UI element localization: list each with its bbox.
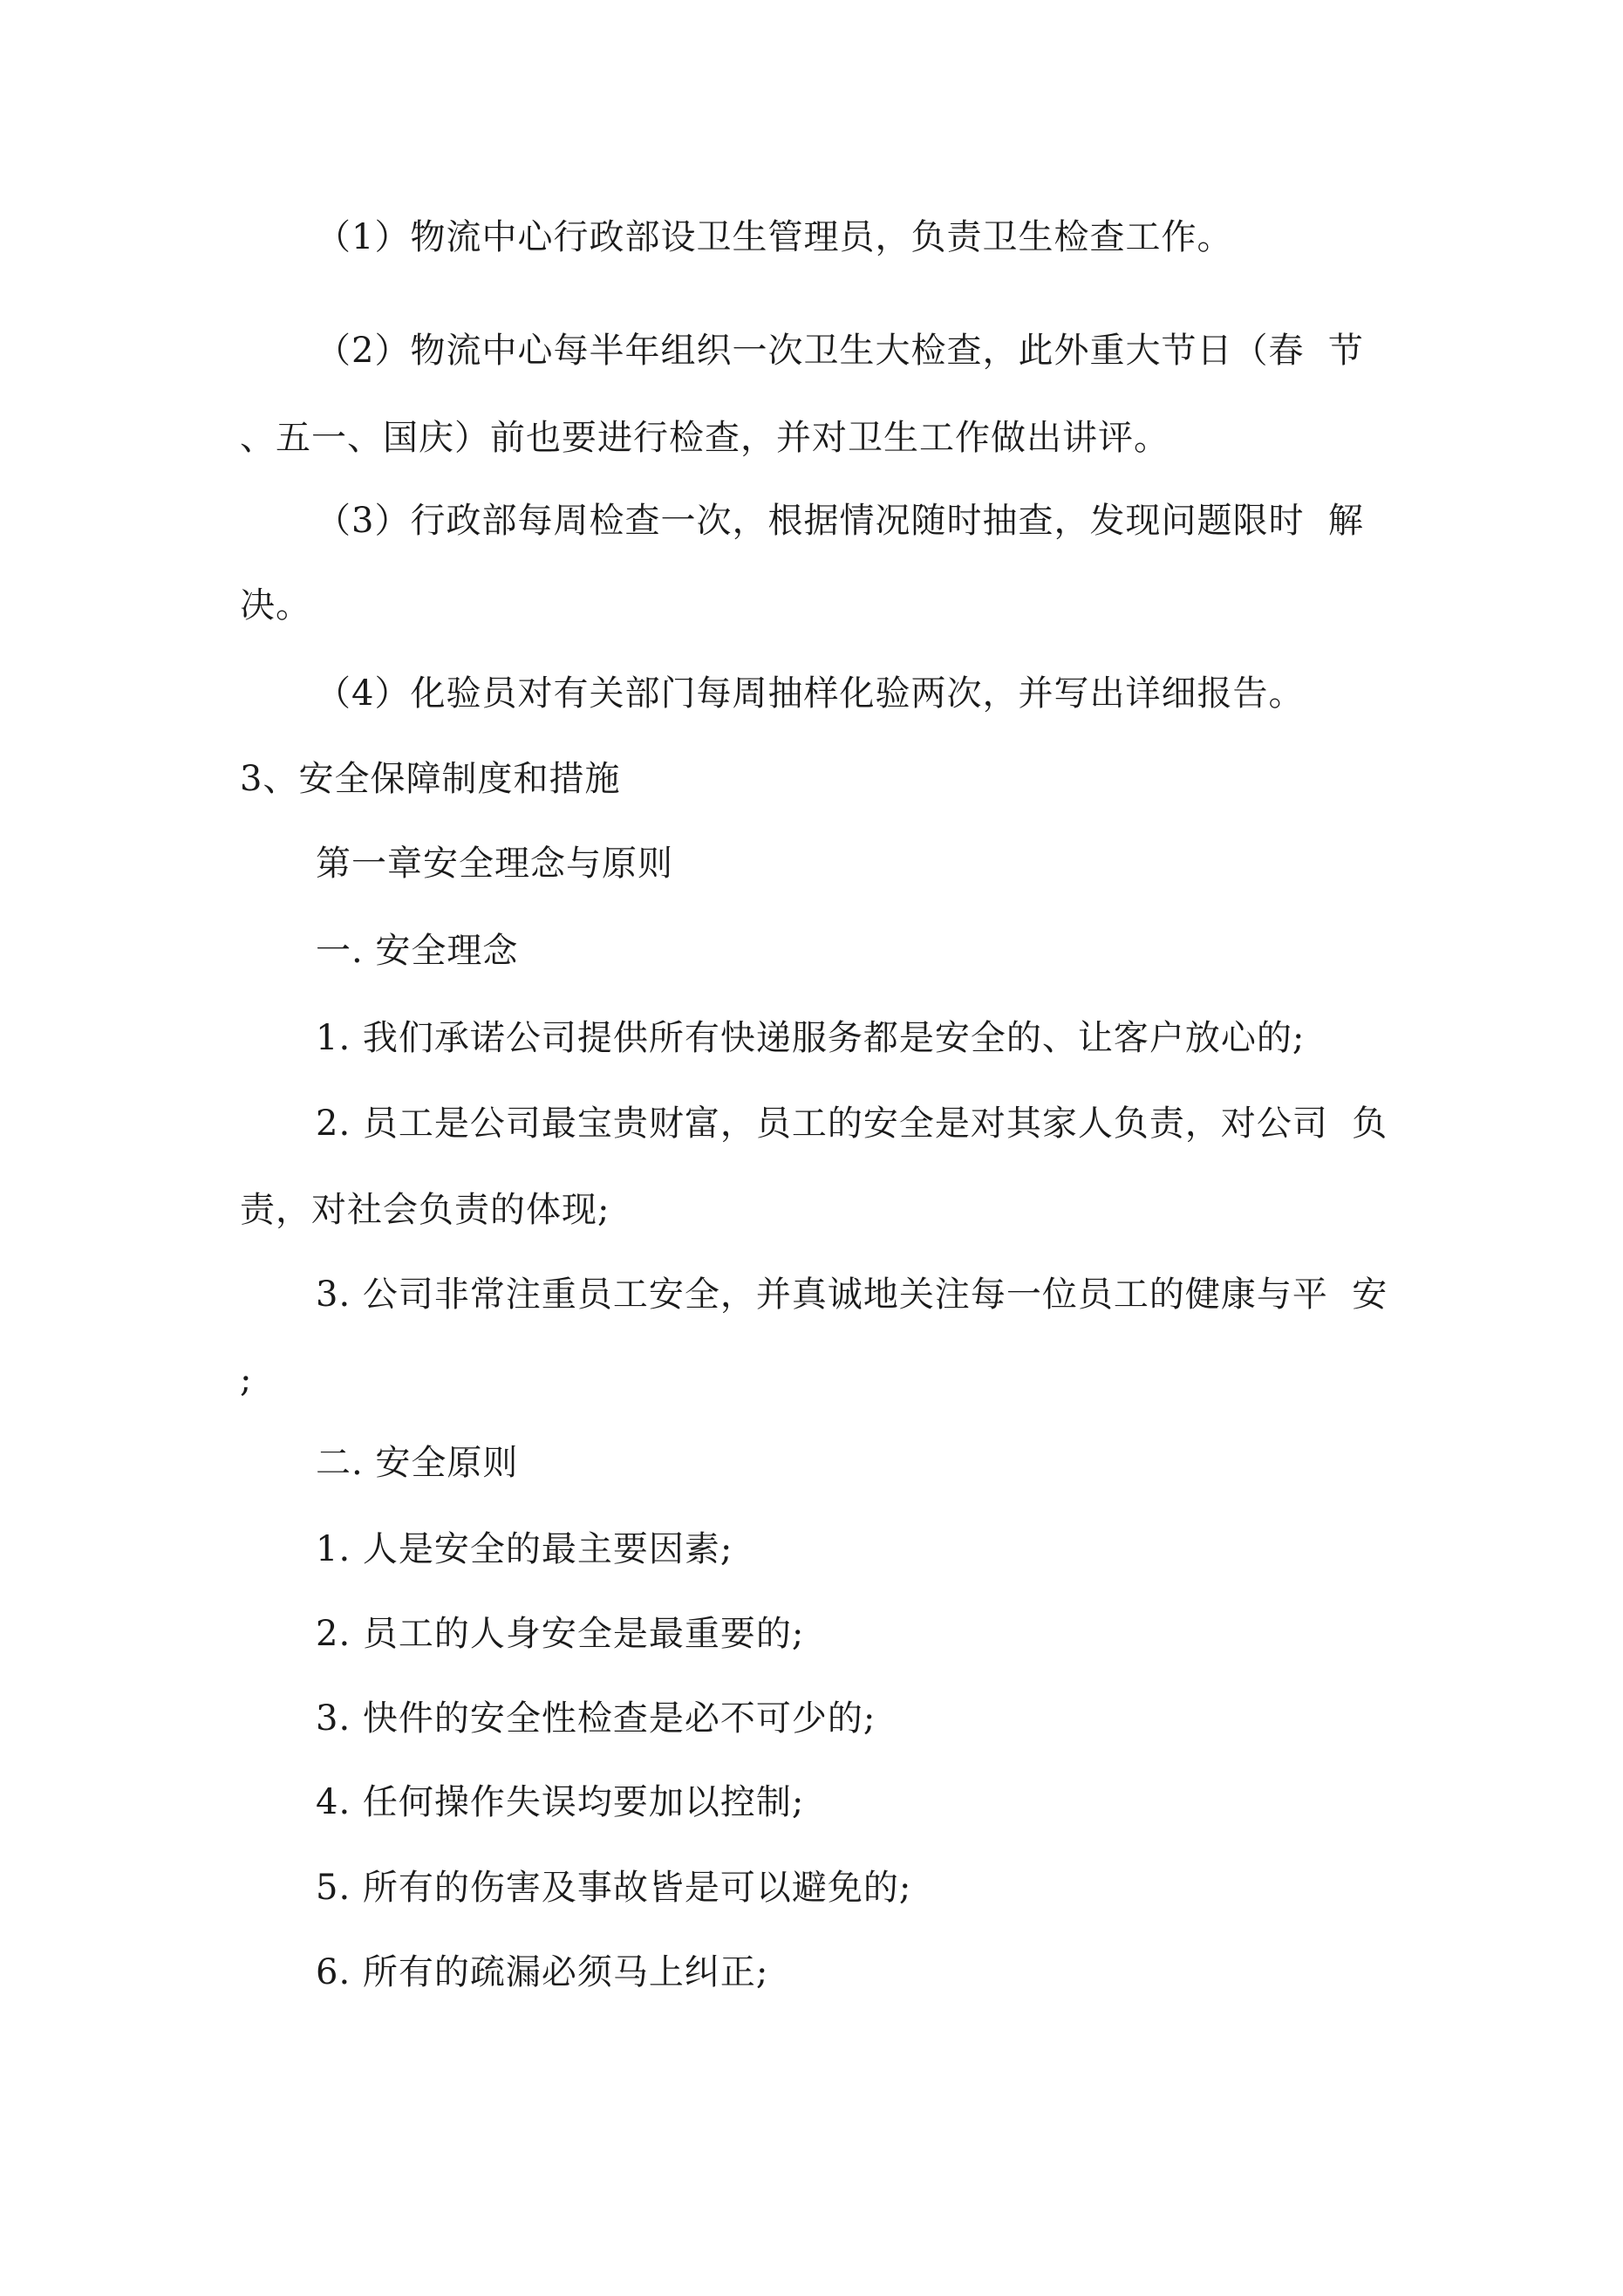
list-item: 6. 所有的疏漏必须马上纠正;	[316, 1952, 769, 1992]
subsection-heading: 二. 安全原则	[316, 1443, 519, 1483]
subsection-heading: 一. 安全理念	[316, 931, 519, 971]
paragraph-line: （4）化验员对有关部门每周抽样化验两次，并写出详细报告。	[316, 673, 1305, 714]
paragraph-line: （1）物流中心行政部设卫生管理员，负责卫生检查工作。	[316, 217, 1233, 257]
list-item: 3. 快件的安全性检查是必不可少的;	[316, 1698, 876, 1739]
paragraph-line: （2）物流中心每半年组织一次卫生大检查，此外重大节日（春 节	[316, 331, 1364, 371]
list-item-continuation: ;	[240, 1360, 253, 1400]
list-item: 2. 员工的人身安全是最重要的;	[316, 1614, 805, 1654]
paragraph-line: 、五一、国庆）前也要进行检查，并对卫生工作做出讲评。	[240, 418, 1170, 458]
list-item: 1. 人是安全的最主要因素;	[316, 1529, 733, 1569]
list-item: 4. 任何操作失误均要加以控制;	[316, 1782, 805, 1822]
list-item: 5. 所有的伤害及事故皆是可以避免的;	[316, 1868, 912, 1908]
list-item: 1. 我们承诺公司提供所有快递服务都是安全的、让客户放心的;	[316, 1018, 1306, 1058]
list-item-continuation: 责，对社会负责的体现;	[240, 1190, 610, 1230]
paragraph-line: （3）行政部每周检查一次，根据情况随时抽查，发现问题限时 解	[316, 501, 1364, 541]
chapter-heading: 第一章安全理念与原则	[316, 844, 673, 884]
section-heading: 3、安全保障制度和措施	[240, 759, 621, 799]
list-item: 2. 员工是公司最宝贵财富，员工的安全是对其家人负责，对公司 负	[316, 1104, 1388, 1144]
paragraph-line: 决。	[240, 585, 311, 625]
list-item: 3. 公司非常注重员工安全，并真诚地关注每一位员工的健康与平 安	[316, 1274, 1388, 1315]
